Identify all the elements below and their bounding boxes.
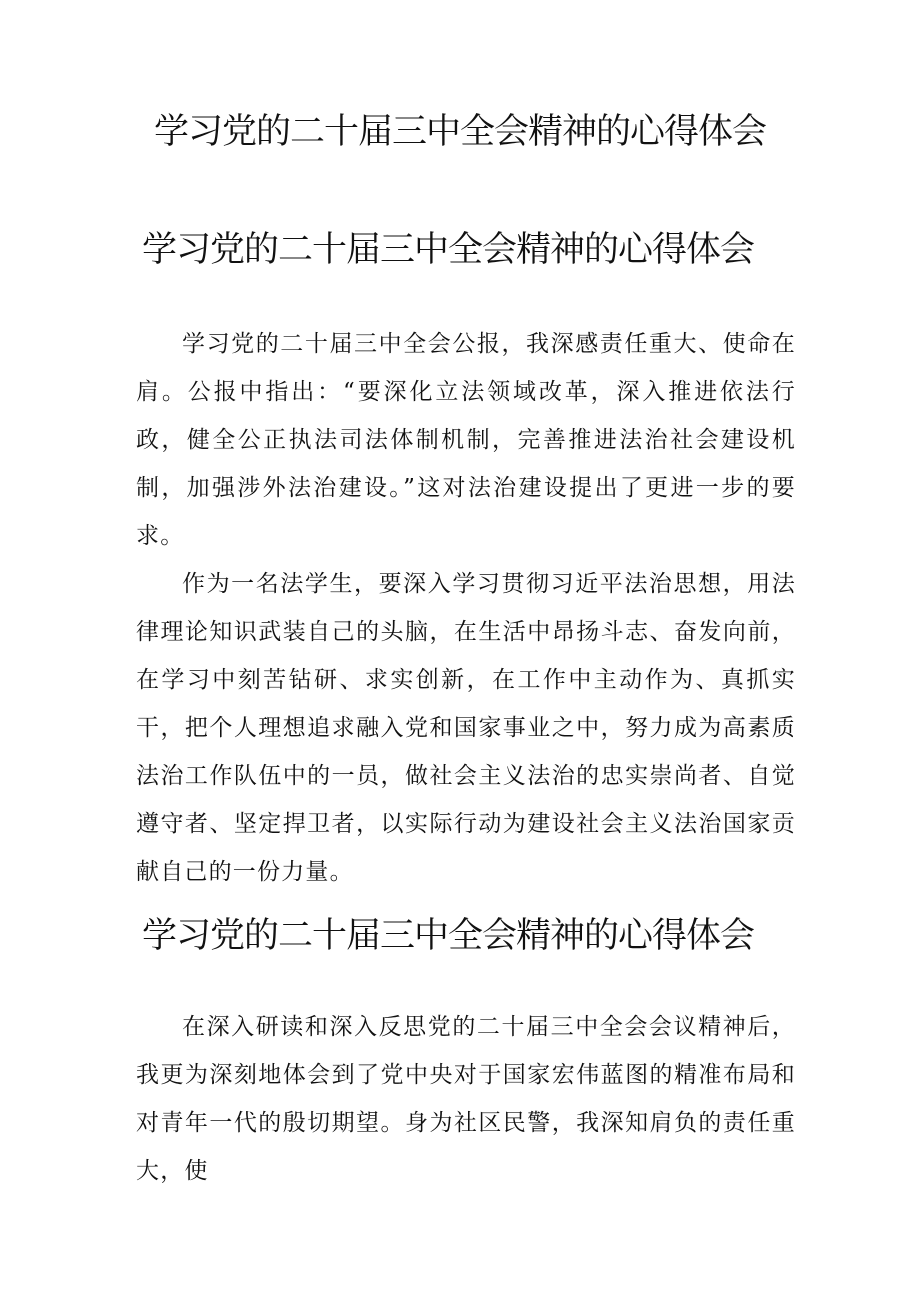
section-2-body xyxy=(136,1003,796,1195)
section-1-paragraph-2: 作为一名法学生，要深入学习贯彻习近平法治思想，用法律理论知识武装自己的头脑，在生活中昂扬斗志、奋发向前，在学习中刻苦钻研、求实创新，在工作中主动作为、真抓实干，把个人理想追求融入党和国家事业之中，努力成为高素质法治工作队伍中的一员，做社会主义法治的忠实崇尚者、自觉遵守者、坚定捍卫者，以实际行动为建设社会主义法治国家贡献自己的一份力量。 xyxy=(136,571,796,885)
section-1-paragraph-1: 学习党的二十届三中全会公报，我深感责任重大、使命在肩。公报中指出：“要深化立法领域改革，深入推进依法行政，健全公正执法司法体制机制，完善推进法治社会建设机制，加强涉外法治建设。”这对法治建设提出了更进一步的要求。 xyxy=(136,331,796,549)
section-1-title: 学习党的二十届三中全会精神的心得体会 xyxy=(142,230,755,270)
document-main-title: 学习党的二十届三中全会精神的心得体会 xyxy=(153,112,766,152)
section-2-paragraph-1: 在深入研读和深入反思党的二十届三中全会会议精神后，我更为深刻地体会到了党中央对于国家宏伟蓝图的精准布局和对青年一代的殷切期望。身为社区民警，我深知肩负的责任重大，使 xyxy=(136,1014,796,1184)
section-2-title: 学习党的二十届三中全会精神的心得体会 xyxy=(142,916,755,956)
section-1-body xyxy=(136,320,796,896)
